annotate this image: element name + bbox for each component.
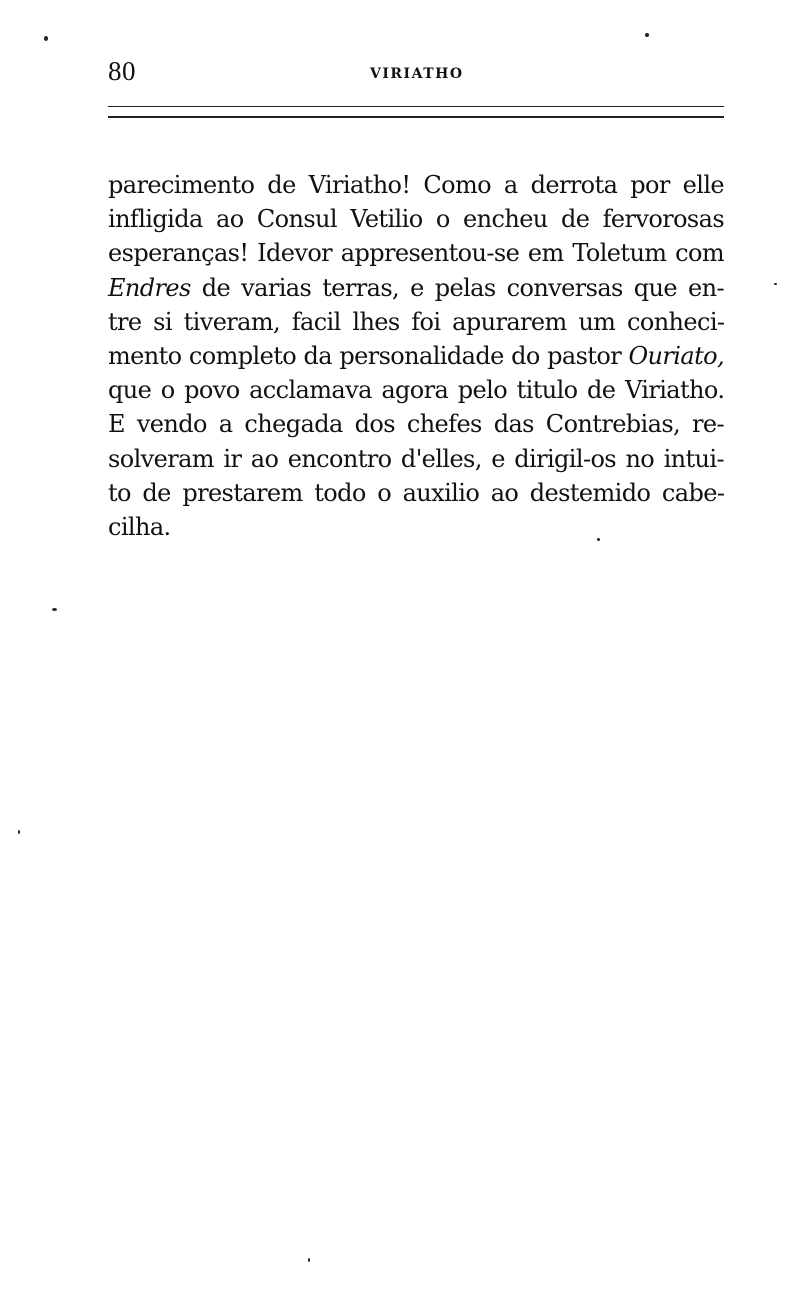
text-run: mento completo da personalidade do pastor xyxy=(108,341,629,370)
text-line xyxy=(108,407,724,441)
text-line xyxy=(108,236,724,270)
text-run: esperanças! Idevor appresentou-se em Toletum com xyxy=(108,239,724,268)
text-run: infligida ao Consul Vetilio o encheu de fervorosas xyxy=(108,205,725,234)
scan-speck xyxy=(308,1258,310,1262)
text-run: tre si tiveram, facil lhes foi apurarem um conheci- xyxy=(108,307,725,336)
running-title: VIRIATHO xyxy=(370,66,464,82)
text-line xyxy=(108,202,724,236)
scan-speck xyxy=(44,36,48,41)
header-rule-thin xyxy=(108,106,724,107)
header-rule-thick xyxy=(108,116,724,118)
text-run: to de prestarem todo o auxilio ao destemido cabe- xyxy=(108,478,725,507)
text-run: cilha. xyxy=(108,512,171,541)
text-run: de varias terras, e pelas conversas que en- xyxy=(190,273,725,302)
text-line xyxy=(108,339,724,373)
text-line xyxy=(108,373,724,407)
scan-speck xyxy=(645,33,649,37)
text-run: solveram ir ao encontro d'elles, e dirigil-os no intui- xyxy=(108,444,724,473)
italic-text-run: Endres xyxy=(108,273,191,302)
text-line xyxy=(108,476,724,510)
scan-speck xyxy=(18,830,20,834)
scan-speck xyxy=(52,608,57,611)
body-paragraph xyxy=(108,168,724,544)
page-number: 80 xyxy=(108,56,136,86)
scan-speck xyxy=(774,283,777,285)
text-line xyxy=(108,271,724,305)
text-line xyxy=(108,510,724,544)
italic-text-run: Ouriato, xyxy=(628,341,724,370)
text-line xyxy=(108,442,724,476)
text-run: que o povo acclamava agora pelo titulo de Viriatho. xyxy=(108,376,725,405)
page-header xyxy=(108,56,724,92)
text-run: E vendo a chegada dos chefes das Contrebias, re- xyxy=(108,410,724,439)
text-run: parecimento de Viriatho! Como a derrota por elle xyxy=(108,171,724,199)
text-line xyxy=(108,168,724,202)
text-line xyxy=(108,305,724,339)
scan-speck xyxy=(597,538,600,541)
